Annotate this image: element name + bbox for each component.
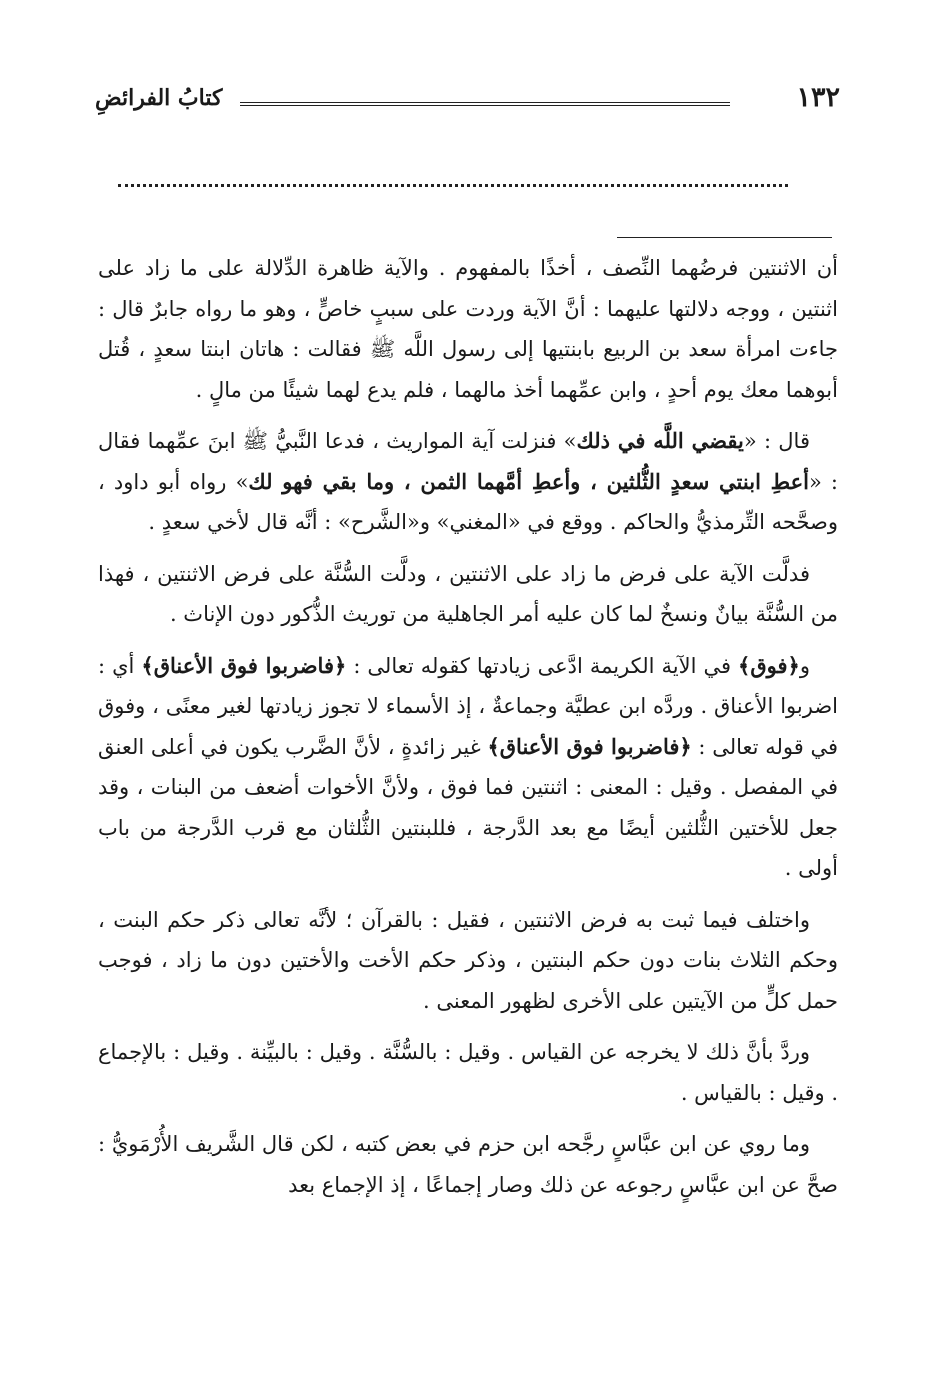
page-header	[95, 82, 840, 122]
page-body	[98, 248, 838, 1216]
paragraph-3	[98, 554, 838, 635]
page-number: ١٣٢	[796, 82, 840, 113]
text-segment: أي : اضربوا الأعناق . وردَّه ابن عطيَّة وجماعةٌ ، إذ الأسماء لا تجوز زيادتها لغير معنًى ، وفوق في قوله تعالى :	[98, 653, 838, 759]
section-rule	[617, 237, 832, 238]
paragraph-6	[98, 1032, 838, 1113]
text-segment: قال : «	[743, 429, 810, 453]
paragraph-7	[98, 1124, 838, 1205]
paragraph-4	[98, 646, 838, 889]
text-segment: أن الاثنتين فرضُهما النِّصف ، أخذًا بالمفهوم . والآية ظاهرة الدِّلالة على ما زاد على اثنتين ، ووجه دلالتها عليهما : أنَّ الآية وردت على سببٍ خاصٍّ ، وهو ما رواه جابرٌ قال : جاءت امرأة سعد بن الربيع بابنتيها إلى رسول اللَّه ﷺ فقالت : هاتان ابنتا سعدٍ ، قُتل أبوهما معك يوم أحدٍ ، وابن عمِّهما أخذ مالهما ، فلم يدع لهما شيئًا من مالٍ .	[98, 256, 838, 402]
quran-quote-bold: ﴿فاضربوا فوق الأعناق﴾	[487, 733, 692, 759]
text-segment: » فنزلت آية المواريث ، فدعا النَّبيُّ ﷺ ابنَ عمِّهما فقال : «	[98, 429, 838, 494]
paragraph-5	[98, 900, 838, 1022]
text-segment: واختلف فيما ثبت به فرض الاثنتين ، فقيل : بالقرآن ؛ لأنَّه تعالى ذكر حكم البنت ، وحكم الثلاث بنات دون حكم البنتين ، وذكر حكم الأخت والأختين دون ما زاد ، فوجب حمل كلٍّ من الآيتين على الأخرى لظهور المعنى .	[98, 907, 838, 1013]
text-segment: » رواه أبو داود ، وصحَّحه التِّرمذيُّ والحاكم . ووقع في «المغني» و«الشَّرح» : أنَّه قال لأخي سعدٍ .	[98, 469, 838, 534]
text-segment: وردَّ بأنَّ ذلك لا يخرجه عن القياس . وقيل : بالسُّنَّة . وقيل : بالبيِّنة . وقيل : بالإجماع . وقيل : بالقياس .	[98, 1040, 838, 1105]
dotted-separator	[118, 178, 788, 187]
paragraph-1	[98, 248, 838, 410]
book-title: كتابُ الفرائضِ	[95, 85, 223, 111]
text-segment: و	[799, 653, 810, 678]
quran-quote-bold: ﴿فاضربوا فوق الأعناق﴾	[141, 652, 347, 678]
text-segment: فدلَّت الآية على فرض ما زاد على الاثنتين ، ودلَّت السُّنَّة على فرض الاثنتين ، فهذا من السُّنَّة بيانٌ ونسخٌ لما كان عليه أمر الجاهلية من توريث الذُّكور دون الإناث .	[98, 561, 838, 626]
header-rule	[240, 102, 730, 106]
paragraph-2	[98, 421, 838, 543]
quran-quote-bold: ﴿فوق﴾	[738, 652, 800, 678]
text-segment: غير زائدةٍ ، لأنَّ الضَّرب يكون في أعلى العنق في المفصل . وقيل : المعنى : اثنتين فما فوق ، ولأنَّ الأخوات أضعف من البنات ، وقد جعل للأختين الثُّلثين أيضًا مع بعد الدَّرجة ، فللبنتين الثُّلثان مع قرب الدَّرجة من باب أولى .	[98, 734, 838, 880]
text-segment: في الآية الكريمة ادَّعى زيادتها كقوله تعالى :	[346, 653, 739, 678]
quote-bold: يقضي اللَّه في ذلك	[576, 428, 744, 453]
text-segment: وما روي عن ابن عبَّاسٍ رجَّحه ابن حزم في بعض كتبه ، لكن قال الشَّريف الأُرْمَويُّ : صحَّ عن ابن عبَّاسٍ رجوعه عن ذلك وصار إجماعًا ، إذ الإجماع بعد	[98, 1132, 838, 1197]
hadith-bold: أعطِ ابنتي سعدٍ الثُّلثين ، وأعطِ أمَّهما الثمن ، وما بقي فهو لك	[248, 468, 809, 494]
